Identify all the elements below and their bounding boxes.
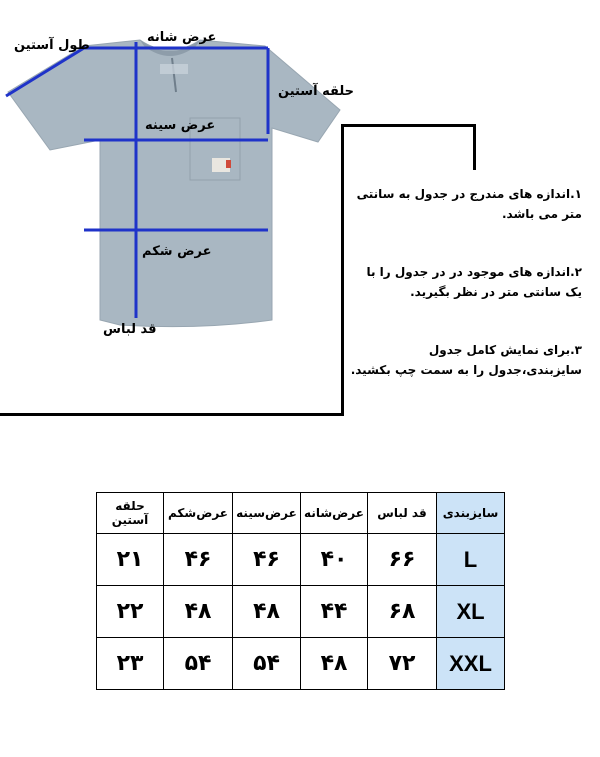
cell-size: L (437, 534, 505, 586)
table-row (97, 586, 505, 638)
cell-shoulder-width: ۴۰ (301, 534, 368, 586)
table-header-row (97, 493, 505, 534)
cell-size: XXL (437, 638, 505, 690)
label-shoulder-width: عرض شانه (147, 30, 217, 45)
cell-sleeve-opening: ۲۳ (97, 638, 164, 690)
cell-garment-length: ۷۲ (368, 638, 437, 690)
header-belly-width: عرض‌شکم (164, 493, 233, 534)
header-shoulder-width: عرض‌شانه (301, 493, 368, 534)
label-sleeve-opening: حلقه آستین (278, 84, 354, 99)
cell-garment-length: ۶۸ (368, 586, 437, 638)
label-belly-width: عرض شکم (142, 244, 212, 259)
cell-belly-width: ۴۸ (164, 586, 233, 638)
header-size: سایزبندی (437, 493, 505, 534)
cell-chest-width: ۵۴ (233, 638, 301, 690)
note-2 (356, 262, 582, 302)
note-3 (350, 340, 582, 380)
header-chest-width: عرض‌سینه (233, 493, 301, 534)
note-1 (346, 184, 582, 224)
table-row (97, 638, 505, 690)
cell-belly-width: ۴۶ (164, 534, 233, 586)
label-sleeve-length: طول آستین (14, 38, 90, 53)
size-diagram (0, 0, 360, 420)
note-2-text: اندازه های موجود در در جدول را با یک سانتی متر در نظر بگیرید. (366, 265, 582, 299)
cell-sleeve-opening: ۲۲ (97, 586, 164, 638)
frame-tick-line (473, 124, 476, 170)
table-row (97, 534, 505, 586)
cell-shoulder-width: ۴۸ (301, 638, 368, 690)
frame-bottom-line (0, 413, 344, 416)
cell-shoulder-width: ۴۴ (301, 586, 368, 638)
frame-right-line (341, 124, 344, 416)
frame-top-line (341, 124, 476, 127)
cell-chest-width: ۴۶ (233, 534, 301, 586)
cell-size: XL (437, 586, 505, 638)
label-chest-width: عرض سینه (145, 118, 216, 133)
tshirt-illustration (0, 0, 360, 420)
cell-chest-width: ۴۸ (233, 586, 301, 638)
header-sleeve-opening: حلقه آستین (97, 493, 164, 534)
note-1-number: ۱. (570, 187, 582, 201)
cell-sleeve-opening: ۲۱ (97, 534, 164, 586)
note-3-number: ۳. (570, 343, 582, 357)
header-garment-length: قد لباس (368, 493, 437, 534)
note-2-number: ۲. (570, 265, 582, 279)
note-1-text: اندازه های مندرج در جدول به سانتی متر می باشد. (356, 187, 582, 221)
cell-garment-length: ۶۶ (368, 534, 437, 586)
cell-belly-width: ۵۴ (164, 638, 233, 690)
note-3-text: برای نمایش کامل جدول سایزبندی،جدول را به سمت چپ بکشید. (350, 343, 582, 377)
label-garment-length: قد لباس (103, 322, 157, 337)
size-table (96, 492, 505, 690)
